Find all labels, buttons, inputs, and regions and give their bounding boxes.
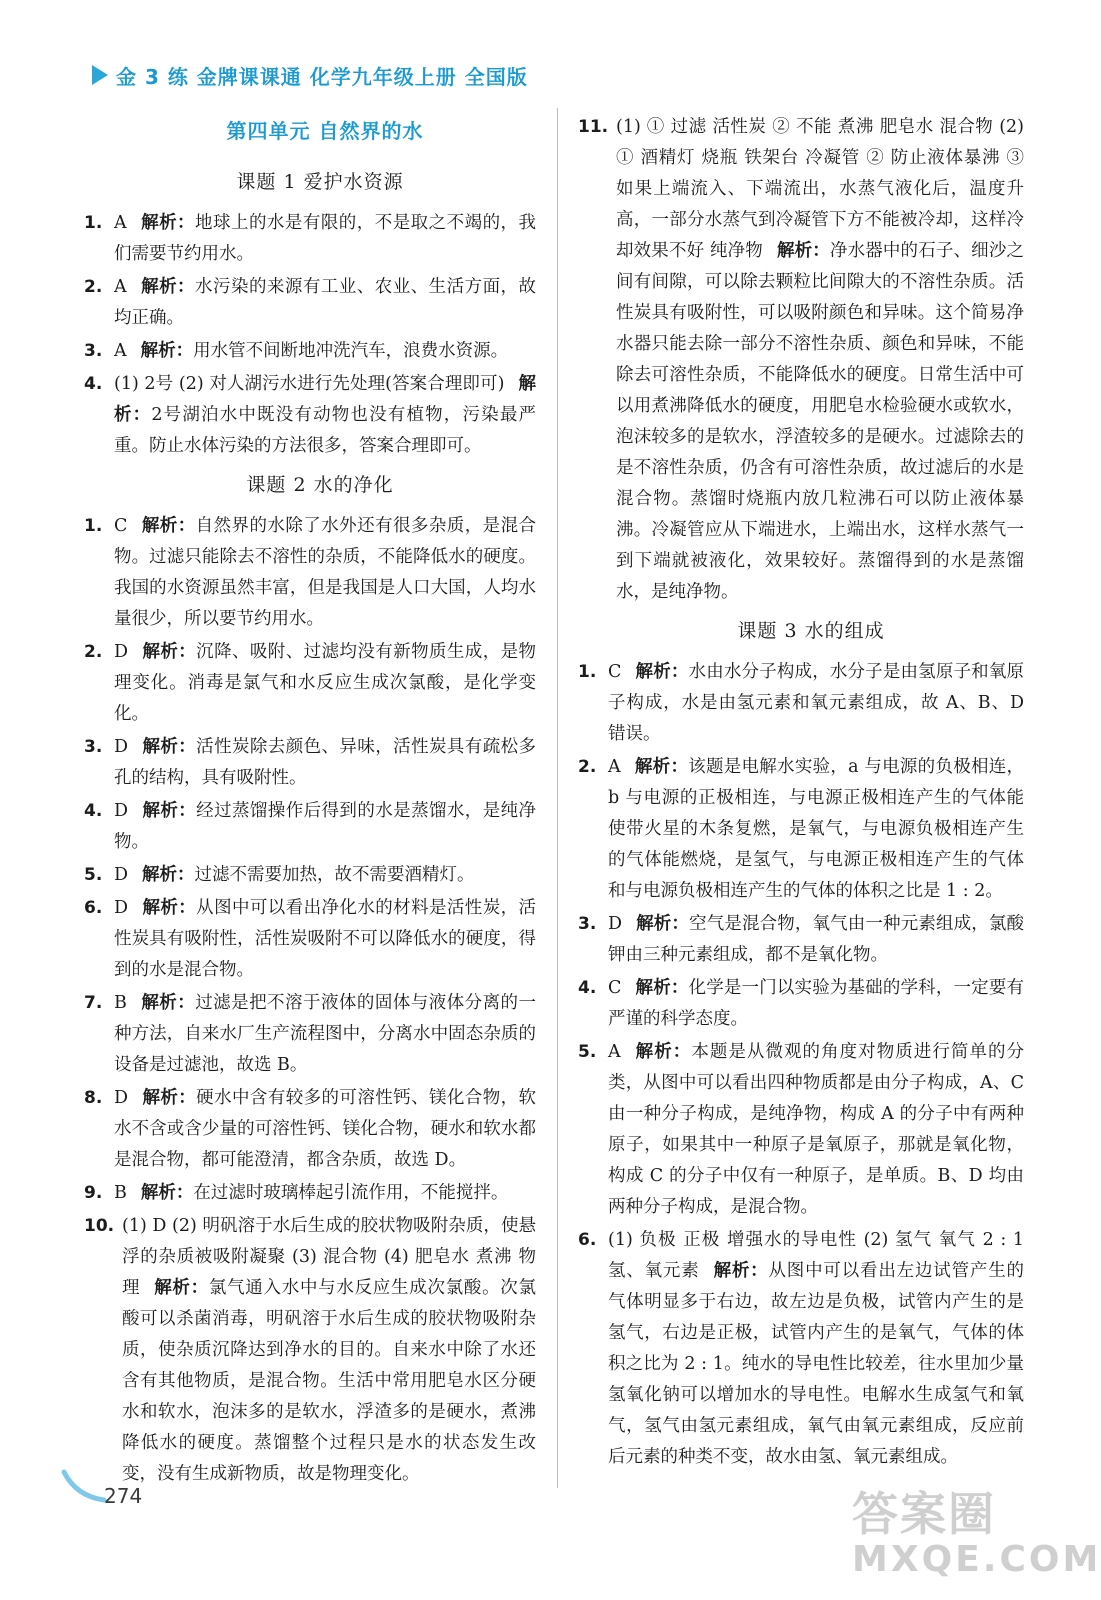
answer-item: [578, 909, 1024, 971]
question-number: 11.: [578, 117, 609, 137]
answer-item: [578, 1225, 1024, 1473]
answer-item: [84, 1211, 536, 1490]
left-column: [84, 112, 536, 1492]
answer-body: [608, 1225, 1024, 1473]
analysis-label: 解析：: [142, 865, 195, 885]
answer-item: [578, 657, 1024, 750]
answer-choice: D: [114, 898, 129, 918]
answer-choice: A: [608, 757, 621, 777]
analysis-text: 从图中可以看出左边试管产生的气体明显多于右边，故左边是负极，试管内产生的是氢气，右边是正极，试管内产生的是氧气，气体的体积之比为 2 : 1。纯水的导电性比较差，往水里加少量氢氧化钠可以增加水的导电性。电解水生成氢气和氧气，氢气由氢元素组成，氧气由氧元素组成，反应前后元素的种类不变，故水由氢、氧元素组成。: [608, 1261, 1025, 1467]
analysis-text: 水由水分子构成，水分子是由氢原子和氧原子构成，水是由氢元素和氧元素组成，故 A、B、D 错误。: [608, 662, 1024, 744]
question-number: 1.: [84, 213, 103, 233]
answer-body: [114, 208, 536, 270]
analysis-text: 该题是电解水实验，a 与电源的负极相连，b 与电源的正极相连，与电源正极相连产生的气体能使带火星的木条复燃，是氧气，与电源负极相连产生的气体能燃烧，是氢气，与电源正极相连产生的气体和与电源负极相连产生的气体的体积之比是 1 : 2。: [608, 757, 1025, 901]
watermark-logo: [852, 1488, 1101, 1580]
answer-body: [114, 511, 536, 635]
answer-body: [608, 1037, 1024, 1223]
analysis-label: 解析：: [142, 1088, 197, 1108]
answer-item: [84, 208, 536, 270]
analysis-text: 过滤不需要加热，故不需要酒精灯。: [194, 865, 475, 885]
answer-body: [114, 732, 536, 794]
answer-choice: B: [114, 1183, 127, 1203]
page-number: 274: [104, 1484, 143, 1508]
answer-body: [608, 909, 1024, 971]
analysis-text: 从图中可以看出净化水的材料是活性炭，活性炭具有吸附性，活性炭吸附不可以降低水的硬度，得到的水是混合物。: [114, 898, 537, 980]
analysis-text: 用水管不间断地冲洗汽车，浪费水资源。: [193, 341, 509, 361]
analysis-label: 解析：: [636, 914, 690, 934]
question-number: 7.: [84, 993, 103, 1013]
answer-body: [114, 637, 536, 730]
unit-title: 第四单元 自然界的水: [226, 119, 424, 143]
analysis-label: 解析：: [140, 213, 196, 233]
answer-choice: (1) ① 过滤 活性炭 ② 不能 煮沸 肥皂水 混合物 (2) ① 酒精灯 烧瓶 铁架台 冷凝管 ② 防止液体暴沸 ③ 如果上端流入、下端流出，水蒸气液化后，温度升高，一部分水蒸气到冷凝管下方不能被冷却，这样冷却效果不好 纯净物: [616, 117, 1024, 261]
analysis-label: 解析：: [142, 737, 197, 757]
analysis-text: 硬水中含有较多的可溶性钙、镁化合物，软水不含或含少量的可溶性钙、镁化合物，硬水和软水都是混合物，都可能澄清，都含杂质，故选 D。: [114, 1088, 537, 1170]
answer-item: [578, 112, 1024, 608]
analysis-label: 解析：: [140, 341, 194, 361]
answer-choice: A: [608, 1042, 621, 1062]
question-number: 2.: [578, 757, 597, 777]
question-number: 2.: [84, 277, 103, 297]
question-number: 4.: [84, 801, 103, 821]
analysis-text: 活性炭除去颜色、异味，活性炭具有疏松多孔的结构，具有吸附性。: [114, 737, 537, 788]
analysis-text: 地球上的水是有限的，不是取之不竭的，我们需要节约用水。: [114, 213, 537, 264]
question-number: 4.: [578, 978, 597, 998]
analysis-text: 空气是混合物，氧气由一种元素组成，氯酸钾由三种元素组成，都不是氧化物。: [608, 914, 1025, 965]
answer-item: [578, 973, 1024, 1035]
question-number: 6.: [578, 1230, 597, 1250]
answer-body: [122, 1211, 536, 1490]
question-number: 5.: [578, 1042, 597, 1062]
triangle-bullet-icon: [92, 65, 108, 85]
page-swoosh-icon: [62, 1470, 106, 1504]
analysis-label: 解析：: [635, 978, 689, 998]
analysis-text: 自然界的水除了水外还有很多杂质，是混合物。过滤只能除去不溶性的杂质，不能降低水的硬度。我国的水资源虽然丰富，但是我国是人口大国，人均水量很少，所以要节约用水。: [114, 516, 537, 629]
answer-choice: D: [114, 642, 129, 662]
question-number: 9.: [84, 1183, 103, 1203]
answer-body: [608, 973, 1024, 1035]
answer-choice: D: [114, 1088, 129, 1108]
answer-body: [114, 893, 536, 986]
answer-choice: (1) 2号 (2) 对人湖污水进行先处理(答案合理即可): [114, 374, 505, 394]
lesson-title: 课题 1 爱护水资源: [236, 171, 404, 193]
answer-choice: D: [608, 914, 623, 934]
answer-choice: A: [114, 341, 127, 361]
analysis-label: 解析：: [635, 662, 689, 682]
analysis-text: 经过蒸馏操作后得到的水是蒸馏水，是纯净物。: [114, 801, 537, 852]
question-number: 1.: [578, 662, 597, 682]
analysis-text: 水污染的来源有工业、农业、生活方面，故均正确。: [114, 277, 537, 328]
answer-item: [84, 511, 536, 635]
analysis-text: 沉降、吸附、过滤均没有新物质生成，是物理变化。消毒是氯气和水反应生成次氯酸，是化学变化。: [114, 642, 537, 724]
question-number: 5.: [84, 865, 103, 885]
question-number: 4.: [84, 374, 103, 394]
answer-body: [114, 272, 536, 334]
analysis-label: 解析：: [142, 642, 197, 662]
analysis-text: 氯气通入水中与水反应生成次氯酸。次氯酸可以杀菌消毒，明矾溶于水后生成的胶状物吸附杂质，使杂质沉降达到净水的目的。自来水中除了水还含有其他物质，是混合物。生活中常用肥皂水区分硬水和软水，泡沫多的是软水，浮渣多的是硬水，煮沸降低水的硬度。蒸馏整个过程只是水的状态发生改变，没有生成新物质，故是物理变化。: [122, 1278, 537, 1484]
answer-choice: C: [608, 978, 622, 998]
header-title: 金 3 练 金牌课课通 化学九年级上册 全国版: [116, 64, 528, 89]
answer-body: [114, 988, 536, 1081]
analysis-label: 解析：: [776, 241, 830, 261]
question-number: 6.: [84, 898, 103, 918]
answer-body: [114, 336, 536, 367]
answer-choice: C: [608, 662, 622, 682]
analysis-label: 解析：: [634, 1042, 692, 1062]
answer-item: [84, 272, 536, 334]
column-divider: [557, 108, 558, 1488]
analysis-text: 本题是从微观的角度对物质进行简单的分类，从图中可以看出四种物质都是由分子构成，A、C 由一种分子构成，是纯净物，构成 A 的分子中有两种原子，如果其中一种原子是氧原子，那就是氧化物，构成 C 的分子中仅有一种原子，是单质。B、D 均由两种分子构成，是混合物。: [608, 1042, 1025, 1217]
answer-item: [84, 336, 536, 367]
answer-choice: C: [114, 516, 128, 536]
answer-item: [84, 369, 536, 462]
analysis-label: 解析：: [142, 801, 197, 821]
analysis-label: 解析：: [140, 993, 196, 1013]
answer-body: [114, 796, 536, 858]
question-number: 3.: [84, 737, 103, 757]
answer-body: [114, 860, 536, 891]
answer-item: [578, 1037, 1024, 1223]
analysis-label: 解析：: [140, 1183, 194, 1203]
answer-choice: A: [114, 277, 127, 297]
question-number: 3.: [578, 914, 597, 934]
question-number: 1.: [84, 516, 103, 536]
question-number: 10.: [84, 1216, 115, 1236]
answer-choice: D: [114, 801, 129, 821]
answer-body: [114, 1083, 536, 1176]
answer-item: [84, 988, 536, 1081]
question-number: 2.: [84, 642, 103, 662]
answer-choice: (1) D (2) 明矾溶于水后生成的胶状物吸附杂质，使悬浮的杂质被吸附凝聚 (3) 混合物 (4) 肥皂水 煮沸 物理: [122, 1216, 536, 1298]
analysis-text: 过滤是把不溶于液体的固体与液体分离的一种方法，自来水厂生产流程图中，分离水中固态杂质的设备是过滤池，故选 B。: [114, 993, 537, 1075]
watermark-en: MXQE.COM: [852, 1539, 1101, 1580]
answer-item: [84, 1178, 536, 1209]
answer-body: [608, 657, 1024, 750]
answer-item: [84, 893, 536, 986]
book-header: [92, 60, 528, 90]
analysis-text: 在过滤时玻璃棒起引流作用，不能搅拌。: [193, 1183, 509, 1203]
answer-body: [616, 112, 1024, 608]
lesson-title: 课题 2 水的净化: [246, 474, 394, 496]
answer-item: [84, 732, 536, 794]
answer-choice: D: [114, 737, 129, 757]
answer-item: [578, 752, 1024, 907]
watermark-cn: 答案圈: [852, 1487, 996, 1541]
analysis-label: 解析：: [142, 898, 197, 918]
question-number: 8.: [84, 1088, 103, 1108]
analysis-label: 解析：: [713, 1261, 769, 1281]
analysis-text: 化学是一门以实验为基础的学科，一定要有严谨的科学态度。: [608, 978, 1024, 1029]
right-column: [578, 112, 1024, 1475]
answer-choice: (1) 负极 正极 增强水的导电性 (2) 氢气 氧气 2 : 1 氢、氧元素: [608, 1230, 1024, 1281]
answer-item: [84, 1083, 536, 1176]
answer-body: [608, 752, 1024, 907]
analysis-label: 解析：: [634, 757, 689, 777]
answer-item: [84, 637, 536, 730]
answer-item: [84, 796, 536, 858]
analysis-text: 2号湖泊水中既没有动物也没有植物，污染最严重。防止水体污染的方法很多，答案合理即可。: [114, 405, 537, 456]
answer-choice: D: [114, 865, 129, 885]
question-number: 3.: [84, 341, 103, 361]
analysis-label: 解析：: [141, 516, 196, 536]
analysis-label: 解析：: [114, 374, 537, 425]
answer-choice: A: [114, 213, 127, 233]
lesson-title: 课题 3 水的组成: [737, 620, 885, 642]
answer-item: [84, 860, 536, 891]
answer-choice: B: [114, 993, 127, 1013]
analysis-label: 解析：: [154, 1278, 209, 1298]
analysis-label: 解析：: [140, 277, 196, 297]
answer-body: [114, 1178, 536, 1209]
analysis-text: 净水器中的石子、细沙之间有间隙，可以除去颗粒比间隙大的不溶性杂质。活性炭具有吸附性，可以吸附颜色和异味。这个简易净水器只能去除一部分不溶性杂质、颜色和异味，不能除去可溶性杂质，不能降低水的硬度。日常生活中可以用煮沸降低水的硬度，用肥皂水检验硬水或软水，泡沫较多的是软水，浮渣较多的是硬水。过滤除去的是不溶性杂质，仍含有可溶性杂质，故过滤后的水是混合物。蒸馏时烧瓶内放几粒沸石可以防止液体暴沸。冷凝管应从下端进水，上端出水，这样水蒸气一到下端就被液化，效果较好。蒸馏得到的水是蒸馏水，是纯净物。: [616, 241, 1024, 602]
answer-body: [114, 369, 536, 462]
